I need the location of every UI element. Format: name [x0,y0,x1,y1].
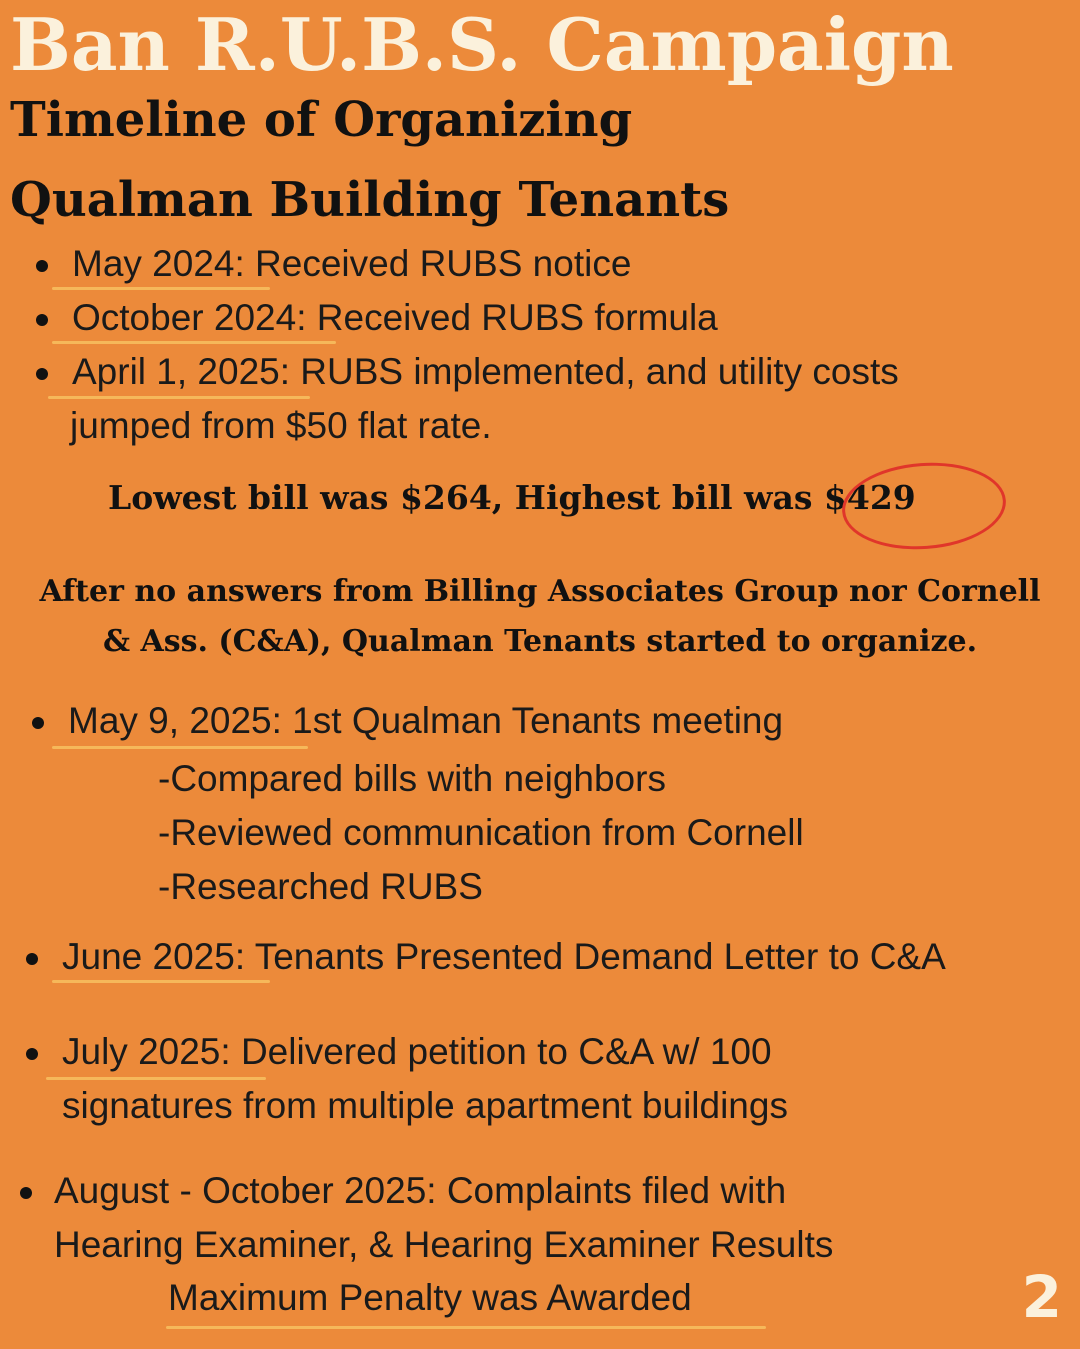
highest-bill: $429 [823,478,916,517]
bullet-dot [20,1187,32,1199]
timeline-text-continued: Hearing Examiner, & Hearing Examiner Results [54,1224,834,1265]
timeline-text: August - October 2025: Complaints filed with [54,1170,787,1211]
timeline-desc: Received RUBS notice [244,243,632,284]
bullet-dot [36,314,48,326]
penalty-result: Maximum Penalty was Awarded [168,1277,692,1318]
bill-range-text: Lowest bill was $264, Highest bill was [108,478,824,517]
organize-note-line-1: After no answers from Billing Associates Group nor Cornell [39,574,1041,609]
timeline-text [72,243,631,285]
date-underline [52,287,270,290]
date-underline [46,1077,266,1080]
subtitle-line-2: Qualman Building Tenants [10,172,730,228]
timeline-date: June 2025: [62,936,246,977]
timeline-desc: Delivered petition to C&A w/ 100 [230,1031,772,1072]
timeline-date: October 2024 [72,297,297,338]
timeline-text [62,936,946,978]
timeline-date: May 2024: [72,243,245,284]
date-underline [52,746,308,749]
timeline-text [68,700,783,742]
bullet-dot [26,953,38,965]
meeting-subitem: -Reviewed communication from Cornell [158,812,804,853]
timeline-text-continued: signatures from multiple apartment buildings [62,1085,788,1126]
highlight-circle [839,457,1009,554]
timeline-date: May 9, 2025: [68,700,282,741]
page-number: 2 [1021,1263,1062,1331]
bullet-dot [36,368,48,380]
meeting-subitem: -Researched RUBS [158,866,483,907]
subtitle-line-1: Timeline of Organizing [10,92,633,148]
timeline-date: July 2025: [62,1031,231,1072]
organize-note-line-2: & Ass. (C&A), Qualman Tenants started to organize. [102,624,978,659]
campaign-title: Ban R.U.B.S. Campaign [10,2,954,87]
timeline-desc: Tenants Presented Demand Letter to C&A [245,936,946,977]
date-underline [48,396,310,399]
timeline-desc: 1st Qualman Tenants meeting [281,700,784,741]
timeline-desc: RUBS implemented, and utility costs [290,351,899,392]
timeline-text [62,1031,772,1073]
date-underline [52,341,336,344]
result-underline [166,1326,766,1329]
timeline-desc: : Received RUBS formula [296,297,718,338]
timeline-text [72,351,899,393]
bullet-dot [32,717,44,729]
bill-range [108,478,916,517]
timeline-text-continued: jumped from $50 flat rate. [70,405,492,446]
timeline-text [72,297,718,339]
date-underline [52,980,270,983]
bullet-dot [26,1048,38,1060]
timeline-date: April 1, 2025: [72,351,291,392]
meeting-subitem: -Compared bills with neighbors [158,758,666,799]
bullet-dot [36,260,48,272]
